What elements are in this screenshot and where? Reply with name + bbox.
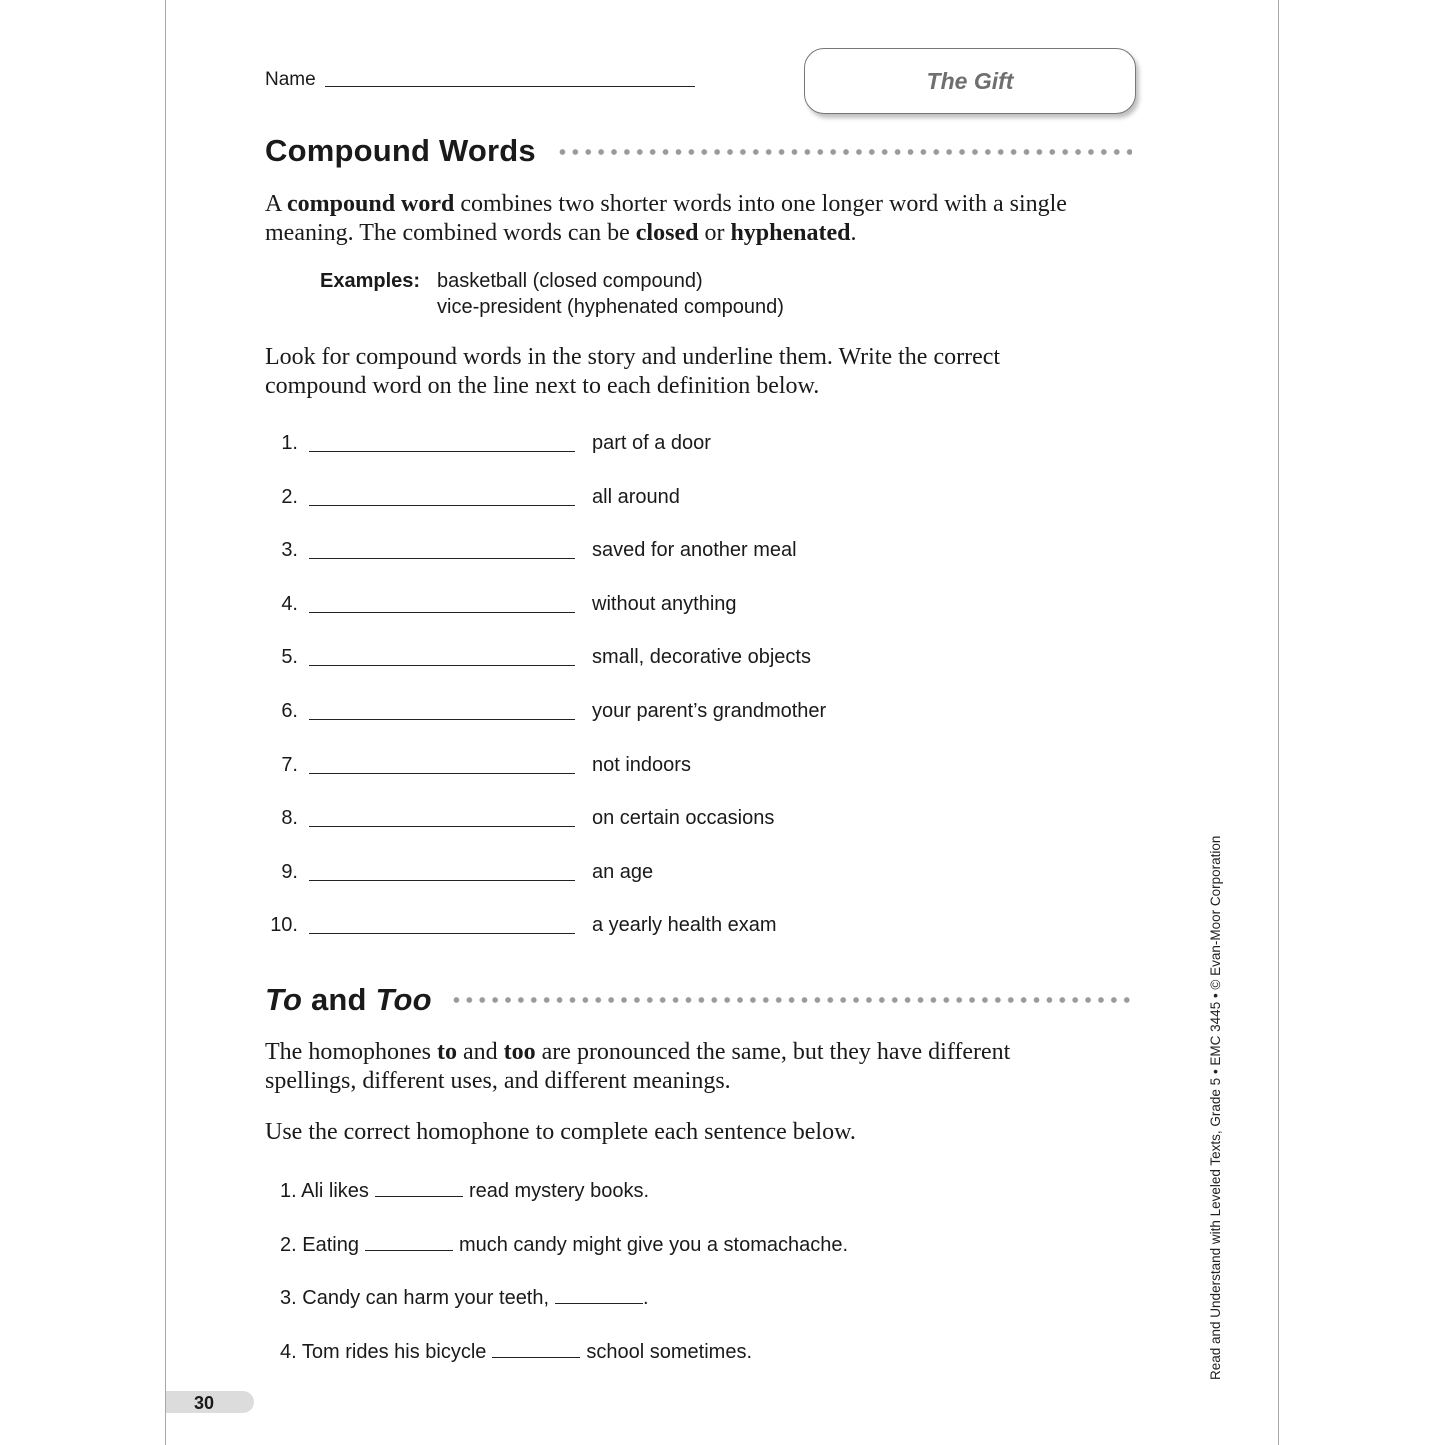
item-number: 9. <box>281 860 298 883</box>
list-item <box>0 486 1445 516</box>
sentence-end: school sometimes. <box>586 1340 753 1363</box>
item-definition: all around <box>592 485 680 508</box>
page-number: 30 <box>193 1393 215 1413</box>
text-run: and <box>456 1039 504 1065</box>
text-run: are pronounced the same, but they have different spellings, different uses, and different meanings. <box>265 1039 1011 1094</box>
compound-definition-paragraph <box>265 190 1085 248</box>
heading-dotted-rule <box>556 149 1132 155</box>
text-run: . <box>850 220 857 246</box>
item-definition: not indoors <box>592 753 691 776</box>
item-number: 3. <box>281 539 298 562</box>
item-number: 10. <box>270 914 298 937</box>
example-closed: basketball (closed compound) <box>437 270 703 292</box>
sentence-item <box>280 1178 649 1203</box>
item-number: 5. <box>281 646 298 669</box>
answer-line[interactable] <box>309 612 575 613</box>
heading-to: To <box>265 982 303 1017</box>
item-definition: small, decorative objects <box>592 646 811 669</box>
item-number: 4. <box>281 592 298 615</box>
name-label: Name <box>265 69 316 90</box>
item-definition: saved for another meal <box>592 539 797 562</box>
sentence-start: Candy can harm your teeth, <box>302 1287 550 1310</box>
list-item <box>0 861 1445 891</box>
item-number: 1. <box>281 432 298 454</box>
item-definition: without anything <box>592 592 737 615</box>
list-item <box>0 807 1445 837</box>
list-item <box>0 646 1445 676</box>
list-item <box>0 432 1445 462</box>
sentence-number: 4. <box>280 1340 297 1363</box>
item-number: 2. <box>281 485 298 508</box>
list-item <box>0 593 1445 623</box>
page-number-tab <box>166 1391 254 1413</box>
list-item <box>0 914 1445 944</box>
list-item <box>0 539 1445 569</box>
answer-line[interactable] <box>309 558 575 559</box>
answer-line[interactable] <box>309 773 575 774</box>
sentence-start: Ali likes <box>301 1180 369 1202</box>
sentence-number: 1. <box>280 1180 297 1202</box>
item-definition: on certain occasions <box>592 807 775 830</box>
bold-term: compound word <box>287 191 455 217</box>
homophones-instructions: Use the correct homophone to complete each sentence below. <box>265 1119 856 1145</box>
heading-too: Too <box>375 982 432 1017</box>
bold-term: too <box>503 1039 536 1065</box>
answer-line[interactable] <box>309 719 575 720</box>
list-item <box>0 754 1445 784</box>
example-hyphenated: vice-president (hyphenated compound) <box>437 296 784 318</box>
heading-and: and <box>310 982 367 1017</box>
sentence-end: . <box>643 1287 649 1310</box>
compound-words-heading: Compound Words <box>265 133 536 168</box>
item-number: 8. <box>281 807 298 830</box>
heading-dotted-rule <box>450 997 1130 1003</box>
sentence-start: Tom rides his bicycle <box>301 1340 487 1363</box>
text-run: A <box>265 191 288 217</box>
answer-line[interactable] <box>309 665 575 666</box>
answer-line[interactable] <box>309 880 575 881</box>
item-definition: your parent’s grandmother <box>592 700 827 722</box>
sentence-item <box>280 1339 752 1364</box>
sentence-item <box>280 1232 848 1257</box>
fill-in-blank[interactable] <box>555 1285 643 1304</box>
sentence-item <box>280 1285 649 1310</box>
compound-instructions: Look for compound words in the story and underline them. Write the correct compound word on the line next to each definition below. <box>265 344 1001 399</box>
item-definition: a yearly health exam <box>592 914 777 937</box>
item-number: 6. <box>281 700 298 722</box>
item-definition: an age <box>592 860 654 883</box>
list-item <box>0 700 1445 730</box>
homophones-paragraph <box>265 1038 1085 1096</box>
bold-term: closed <box>635 220 699 246</box>
bold-term: hyphenated <box>730 220 851 246</box>
text-run: The homophones <box>265 1039 437 1065</box>
to-and-too-heading <box>265 982 432 1018</box>
answer-line[interactable] <box>309 451 575 452</box>
answer-line[interactable] <box>309 826 575 827</box>
item-number: 7. <box>281 753 298 776</box>
copyright-credit: Read and Understand with Leveled Texts, Grade 5 • EMC 3445 • © Evan-Moor Corporation <box>1208 835 1223 1380</box>
text-run: combines two shorter words into one longer word with a single meaning. The combined words can be <box>265 191 1067 246</box>
answer-line[interactable] <box>309 933 575 934</box>
story-title: The Gift <box>926 68 1014 94</box>
sentence-number: 2. <box>280 1233 297 1256</box>
fill-in-blank[interactable] <box>365 1232 453 1251</box>
item-definition: part of a door <box>592 432 711 454</box>
answer-line[interactable] <box>309 505 575 506</box>
fill-in-blank[interactable] <box>492 1339 580 1358</box>
name-field-line[interactable] <box>325 86 695 87</box>
sentence-end: read mystery books. <box>468 1180 650 1202</box>
examples-label: Examples: <box>320 270 421 292</box>
fill-in-blank[interactable] <box>375 1178 463 1197</box>
sentence-end: much candy might give you a stomachache. <box>458 1233 849 1256</box>
sentence-start: Eating <box>302 1233 359 1256</box>
bold-term: to <box>436 1039 457 1065</box>
story-title-box <box>804 48 1136 114</box>
sentence-number: 3. <box>280 1287 297 1310</box>
text-run: or <box>698 220 731 246</box>
